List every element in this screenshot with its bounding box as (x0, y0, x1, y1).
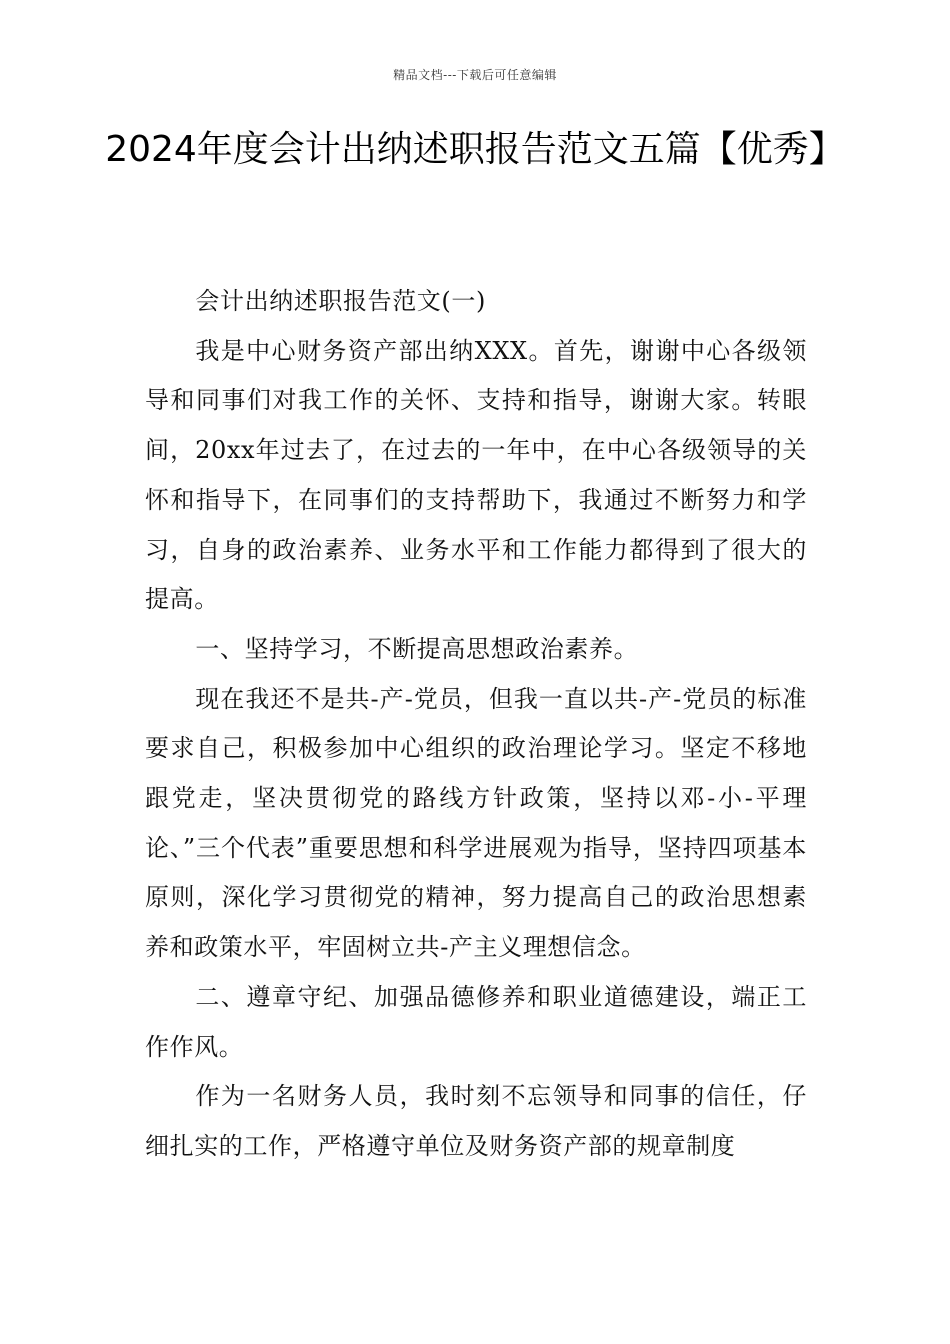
section-heading: 会计出纳述职报告范文(一) (195, 287, 486, 315)
body-paragraph: 作为一名财务人员，我时刻不忘领导和同事的信任，仔细扎实的工作，严格遵守单位及财务资产部的规章制度 (145, 1082, 807, 1160)
section-heading: 一、坚持学习，不断提高思想政治素养。 (195, 634, 639, 663)
body-paragraph: 我是中心财务资产部出纳XXX。首先，谢谢中心各级领导和同事们对我工作的关怀、支持和指导，谢谢大家。转眼间，20xx年过去了，在过去的一年中，在中心各级领导的关怀和指导下，在同事们的支持帮助下，我通过不断努力和学习，自身的政治素养、业务水平和工作能力都得到了很大的提高。 (145, 336, 807, 614)
document-body (145, 277, 807, 1172)
body-paragraph: 现在我还不是共-产-党员，但我一直以共-产-党员的标准要求自己，积极参加中心组织的政治理论学习。坚定不移地跟党走，坚决贯彻党的路线方针政策，坚持以邓-小-平理论、”三个代表”重要思想和科学进展观为指导，坚持四项基本原则，深化学习贯彻党的精神，努力提高自己的政治思想素养和政策水平，牢固树立共-产主义理想信念。 (145, 684, 807, 962)
document-title: 2024年度会计出纳述职报告范文五篇【优秀】 (105, 129, 845, 170)
section-heading: 二、遵章守纪、加强品德修养和职业道德建设，端正工作作风。 (145, 982, 807, 1061)
header-note: 精品文档---下载后可任意编辑 (393, 68, 557, 82)
